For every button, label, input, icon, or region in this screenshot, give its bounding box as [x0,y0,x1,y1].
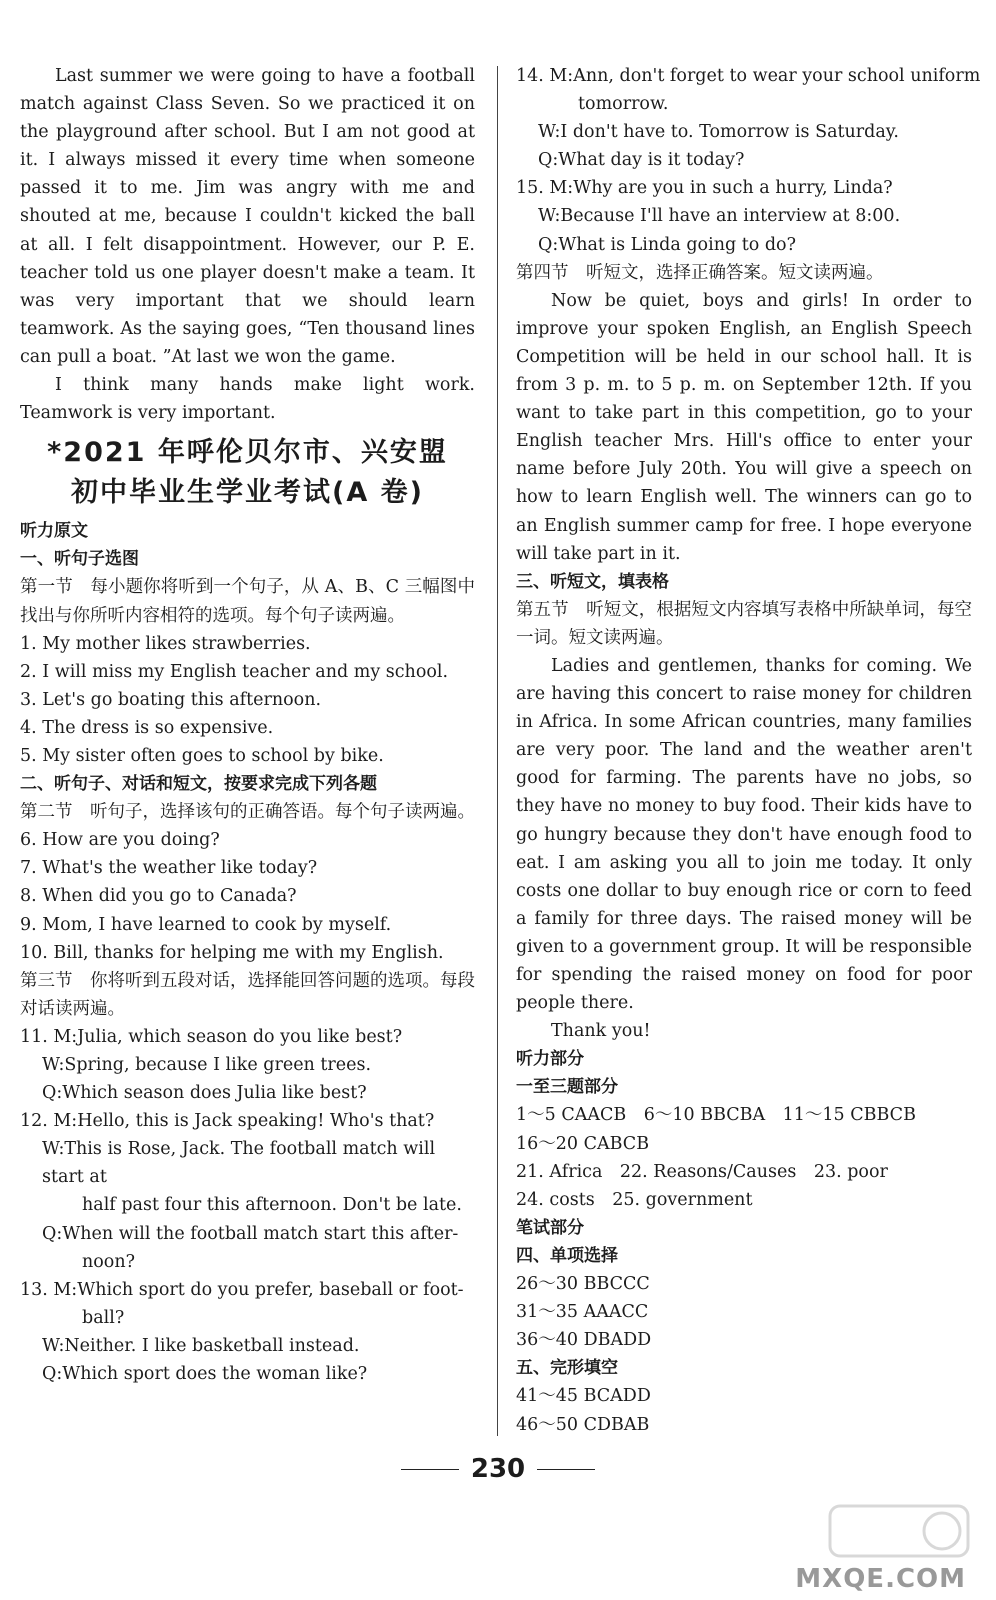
question-15-man: 15. M:Why are you in such a hurry, Linda? [516,178,893,199]
watermark-text: MXQE.COM [795,1564,966,1594]
section4-passage: Now be quiet, boys and girls! In order to improve your spoken English, an English Speech Competition will be held in our school hall. It is from 3 p. m. to 5 p. m. on September 12th. If you want to take part in this competition, go to your English teacher Mrs. Hill's office to enter your name before July 20th. You will give a speech on how to learn English well. The winners can go to an English summer camp for free. I hope everyone will take part in it. [516,290,972,564]
answers-24-25: 24. costs 25. government [516,1189,753,1210]
question-6: 6. How are you doing? [20,830,220,851]
section3-instructions: 第三节 你将听到五段对话，选择能回答问题的选项。每段对话读两遍。 [20,970,475,1019]
answers-26-30: 26～30 BBCCC [516,1274,650,1295]
answers-16-20: 16～20 CABCB [516,1133,650,1154]
question-5: 5. My sister often goes to school by bike. [20,745,384,766]
section4-instructions: 第四节 听短文，选择正确答案。短文读两遍。 [516,262,884,283]
exam-title-line-1: *2021 年呼伦贝尔市、兴安盟 [47,437,448,469]
question-14-man-line-1: 14. M:Ann, don't forget to wear your school uniform [516,66,981,86]
question-13-question: Q:Which sport does the woman like? [42,1364,368,1385]
written-part-heading: 笔试部分 [516,1217,584,1238]
question-12-question-line-2: noon? [82,1251,135,1272]
section5-passage: Ladies and gentlemen, thanks for coming. We are having this concert to raise money for children in Africa. In some African countries, many families are very poor. The land and the weather aren't good for farming. The parents have no jobs, so they have no money to buy food. Their kids have to go hungry because they don't have enough food to eat. I am asking you all to join me today. It only costs one dollar to buy enough rice or corn to feed a family for three days. The raised money will be given to a government group. It will be responsible for spending the raised money on food for poor people there. [516,655,972,1014]
question-14-woman: W:I don't have to. Tomorrow is Saturday. [538,122,899,143]
part5-heading: 五、完形填空 [516,1358,618,1379]
question-9: 9. Mom, I have learned to cook by myself. [20,914,392,935]
essay-paragraph-1: Last summer we were going to have a football match against Class Seven. So we practiced it on the playground after school. But I am not good at it. I always missed it every time when someone passed it to me. Jim was angry with me and shouted at me, because I couldn't kicked the ball at all. I felt disappointment. However, our P. E. teacher told us one player doesn't make a team. It was very important that we should learn teamwork. As the saying goes, “Ten thousand lines can pull a boat. ”At last we won the game. [20,66,475,367]
question-15-question: Q:What is Linda going to do? [538,234,796,255]
answers-36-40: 36～40 DBADD [516,1330,652,1351]
answers-31-35: 31～35 AAACC [516,1302,649,1323]
question-8: 8. When did you go to Canada? [20,886,297,907]
question-12-question-line-1: Q:When will the football match start this after- [42,1223,459,1244]
part4-heading: 四、单项选择 [516,1245,618,1266]
section1-instructions: 第一节 每小题你将听到一个句子，从 A、B、C 三幅图中找出与你所听内容相符的选项。每个句子读两遍。 [20,577,475,626]
question-12-woman-line-2: half past four this afternoon. Don't be late. [82,1195,462,1216]
answers-41-45: 41～45 BCADD [516,1386,651,1407]
question-15-woman: W:Because I'll have an interview at 8:00. [538,206,901,227]
question-10: 10. Bill, thanks for helping me with my English. [20,942,444,963]
question-14-man-line-2: tomorrow. [578,94,669,115]
right-column [516,62,981,1439]
question-13-man-line-1: 13. M:Which sport do you prefer, baseball or foot- [20,1279,464,1300]
question-12-man: 12. M:Hello, this is Jack speaking! Who's that? [20,1111,435,1132]
question-11-woman: W:Spring, because I like green trees. [42,1055,372,1075]
section5-instructions: 第五节 听短文，根据短文内容填写表格中所缺单词，每空一词。短文读两遍。 [516,599,972,648]
page-number-rule-left [401,1469,459,1470]
exam-title [20,433,475,513]
question-7: 7. What's the weather like today? [20,858,318,879]
question-12-woman-line-1: W:This is Rose, Jack. The football match will start at [42,1139,436,1188]
answers-21-23: 21. Africa 22. Reasons/Causes 23. poor [516,1161,888,1182]
section5-thanks: Thank you! [551,1021,651,1042]
page-number [0,1454,996,1484]
question-2: 2. I will miss my English teacher and my school. [20,661,449,682]
exam-title-line-2: 初中毕业生学业考试(A 卷) [71,477,424,509]
part2-heading: 二、听句子、对话和短文，按要求完成下列各题 [20,774,377,795]
section2-instructions: 第二节 听句子，选择该句的正确答语。每个句子读两遍。 [20,802,475,823]
question-3: 3. Let's go boating this afternoon. [20,689,322,710]
left-column [20,62,475,1388]
question-11-question: Q:Which season does Julia like best? [42,1083,367,1104]
page-number-text: 230 [470,1454,526,1484]
question-4: 4. The dress is so expensive. [20,717,274,738]
answers-1-15: 1～5 CAACB 6～10 BBCBA 11～15 CBBCB [516,1105,916,1126]
column-divider [497,66,498,1436]
part1-heading: 一、听句子选图 [20,549,139,570]
question-13-woman: W:Neither. I like basketball instead. [42,1335,360,1356]
essay-paragraph-2: I think many hands make light work. Teamwork is very important. [20,375,475,424]
question-1: 1. My mother likes strawberries. [20,633,311,654]
answers-46-50: 46～50 CDBAB [516,1414,650,1435]
listening-part-heading: 听力部分 [516,1049,584,1070]
parts-1-3-heading: 一至三题部分 [516,1077,618,1098]
part3-heading: 三、听短文，填表格 [516,571,669,592]
listening-original-heading: 听力原文 [20,521,88,542]
question-13-man-line-2: ball? [82,1307,125,1328]
question-11-man: 11. M:Julia, which season do you like best? [20,1026,403,1047]
page-number-rule-right [537,1469,595,1470]
question-14-question: Q:What day is it today? [538,150,745,171]
